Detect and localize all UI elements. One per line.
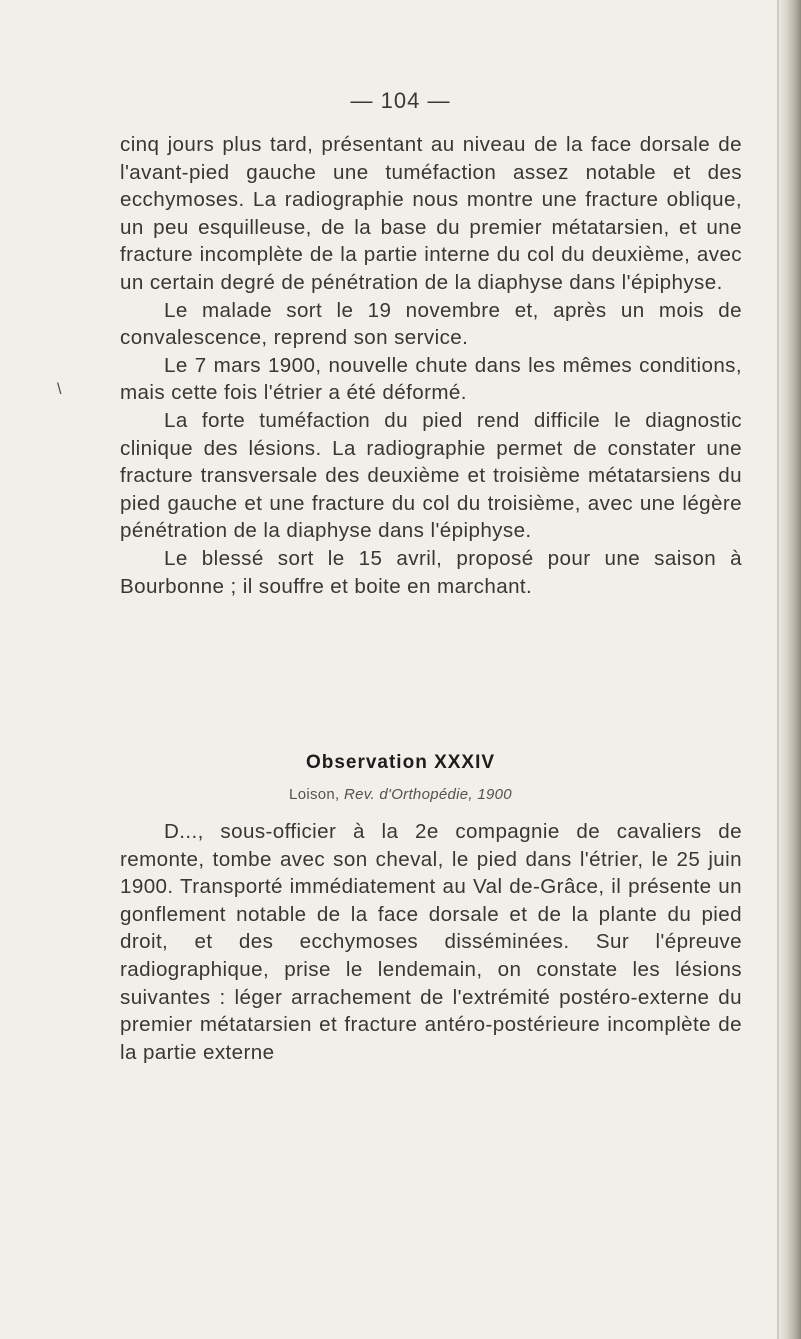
observation-source: [0, 786, 801, 803]
text-block-bottom: [120, 818, 742, 1066]
observation-title: Observation XXXIV: [305, 752, 496, 773]
paragraph: D..., sous-officier à la 2e compagnie de cavaliers de remonte, tombe avec son cheval, le pied dans l'étrier, le 25 juin 1900. Transporté immédiatement au Val de-Grâce, il présente un gonflement notable de la face dorsale et de la plante du pied droit, et des ecchymoses disséminées. Sur l'épreuve radiographique, prise le lendemain, on constate les lésions suivantes : léger arrachement de l'extrémité postéro-externe du premier métatarsien et fracture antéro-postérieure incomplète de la partie externe: [120, 820, 742, 1064]
source-author: Loison,: [289, 786, 340, 803]
margin-mark: \: [57, 381, 62, 398]
paragraph: La forte tuméfaction du pied rend difficile le diagnostic clinique des lésions. La radiographie permet de constater une fracture transversale des deuxième et troisième métatarsiens du pied gauche et une fracture du col du troisième, avec une légère pénétration de la diaphyse dans l'épiphyse.: [120, 408, 742, 543]
paragraph: Le malade sort le 19 novembre et, après un mois de convalescence, reprend son service.: [120, 298, 742, 350]
page-number: — 104 —: [350, 88, 451, 113]
source-reference: Rev. d'Orthopédie, 1900: [344, 786, 512, 803]
paragraph: Le blessé sort le 15 avril, proposé pour une saison à Bourbonne ; il souffre et boite en marchant.: [120, 546, 742, 598]
paragraph: Le 7 mars 1900, nouvelle chute dans les mêmes conditions, mais cette fois l'étrier a été déformé.: [120, 353, 742, 405]
book-spine-edge: [779, 0, 801, 1339]
text-block-top: [120, 131, 742, 600]
paragraph: cinq jours plus tard, présentant au niveau de la face dorsale de l'avant-pied gauche une tuméfaction assez notable et des ecchymoses. La radiographie nous montre une fracture oblique, un peu esquilleuse, de la base du premier métatarsien, et une fracture incomplète de la partie interne du col du deuxième, avec un certain degré de pénétration de la diaphyse dans l'épiphyse.: [120, 133, 742, 294]
